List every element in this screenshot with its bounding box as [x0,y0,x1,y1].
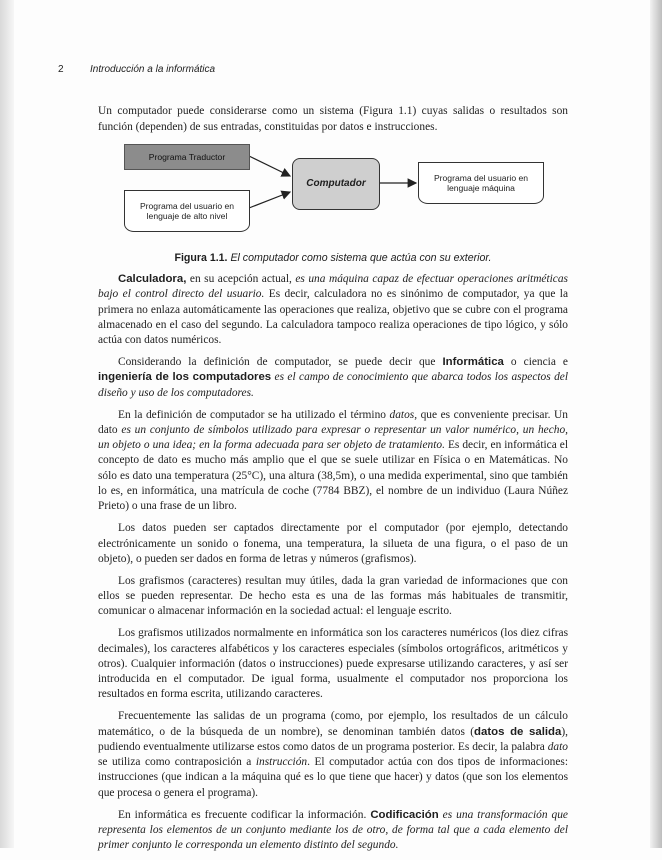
text-span: En informática es frecuente codificar la información. [118,808,371,821]
definition-dato: es un conjunto de símbolos utilizado para expresar o representar un valor numérico, un hecho, un objeto o una idea; en la forma adecuada para ser objeto de tratamiento. [98,423,568,452]
text-span: . El computador actúa con dos tipos de informaciones: instrucciones (que indican a la máquina qué es lo que tiene que hacer) y datos (que son los elementos que procesa o genera el programa). [98,756,568,799]
paragraph-grafismos: Los grafismos (caracteres) resultan muy útiles, dada la gran variedad de informaciones que con ellos se pueden representar. De hecho esta es una de las formas más habituales de transmitir, comunicar o almacenar información en la sociedad actual: el lenguaje escrito. [98,574,568,618]
text-span: , que es conveniente precisar. Un dato [98,408,568,436]
caption-text: El computador como sistema que actúa con su exterior. [230,252,492,264]
text-span: ), pudiendo eventualmente utilizarse estos como datos de un programa posterior. Es decir, la palabra [98,725,568,753]
text-span: se utiliza como contraposición a [98,756,256,769]
paragraph-calculadora [98,272,568,348]
term-ingenieria: ingeniería de los computadores [98,371,272,384]
text-span: en su acepción actual, [186,273,296,285]
text-span: Es decir, en informática el concepto de dato es mucho más amplio que el que se suele utilizar en Física o en Matemáticas. No sólo es dato una temperatura (25°C), una altura (38,5m), o una medida experimental, sino que también lo es, en informática, una matrícula de coche (7784 BBZ), el nombre de un individuo (Laura Núñez Prieto) o una frase de un libro. [98,439,568,513]
figure-diagram [98,142,568,242]
figure-caption [98,252,568,264]
running-title: Introducción a la informática [90,64,216,75]
definition-codificacion: es una transformación que representa los elementos de un conjunto mediante los de otro, de forma tal que a cada elemento del primer conjunto le corresponda un elemento distinto del segundo. [98,808,568,852]
text-span: Frecuentemente las salidas de un programa (como, por ejemplo, los resultados de un cálculo matemático, o de la búsqueda de un nombre), se denominan también datos ( [98,710,568,738]
definition-informatica: es el campo de conocimiento que abarca todos los aspectos del diseño y uso de los computadores. [98,371,568,399]
body-text [98,272,568,860]
paragraph-caracteres: Los grafismos utilizados normalmente en informática son los caracteres numéricos (los diez cifras decimales), los caracteres alfabéticos y los caracteres especiales (símbolos ortográficos, aritméticos y otros). Cualquier información (datos o instrucciones) puede expresarse utilizando caracteres, y así ser introducida en el computador. De igual forma, usualmente el computador nos proporciona los resultados en forma escrita, utilizando caracteres. [98,627,568,701]
translator-program-box: Programa Traductor [124,144,250,170]
paragraph-informatica [98,355,568,401]
page-number: 2 [58,64,64,75]
text-span: o ciencia e [503,356,568,369]
paragraph-datos [98,408,568,515]
text-span: Es decir, calculadora no es sinónimo de computador, ya que la primera no enlaza automáticamente las operaciones que realiza, objetivo que se cubre con el programa almacenado en el caso del segundo. La calculadora tampoco realiza operaciones de tipo lógico, y sólo actúa con datos numéricos. [98,288,569,347]
paragraph-salidas [98,709,568,801]
arrow-translator-to-computer [249,156,290,176]
arrow-source-to-computer [249,192,290,208]
paragraph-codificacion [98,808,568,854]
term-datos-salida: datos de salida [474,725,562,738]
text-span: En la definición de computador se ha utilizado el término [118,408,390,421]
page-edge-left [0,0,14,848]
machine-program-box: Programa del usuario en lenguaje máquina [418,162,544,204]
intro-paragraph: Un computador puede considerarse como un sistema (Figura 1.1) cuyas salidas o resultados son función (dependen) de sus entradas, constituidas por datos e instrucciones. [98,105,568,133]
term-datos: datos [389,408,415,421]
definition-calculadora: es una máquina capaz de efectuar operaciones aritméticas bajo el control directo del usuario. [98,273,568,301]
term-informatica: Informática [442,356,504,369]
term-codificacion: Codificación [370,808,439,821]
source-program-box: Programa del usuario en lenguaje de alto nivel [124,190,250,232]
text-span: Considerando la definición de computador, se puede decir que [118,356,443,369]
computer-box: Computador [292,158,380,210]
caption-label: Figura 1.1. [174,252,228,264]
term-instruccion: instrucción [255,756,308,769]
term-dato: dato [547,740,568,753]
paragraph-captura: Los datos pueden ser captados directamente por el computador (por ejemplo, detectando electrónicamente un sonido o fonema, una temperatura, la silueta de una figura, o el paso de un objeto), o pueden ser dados en forma de letras y números (grafismos). [98,522,568,565]
term-calculadora: Calculadora, [118,273,187,285]
page-edge-right [650,0,662,848]
